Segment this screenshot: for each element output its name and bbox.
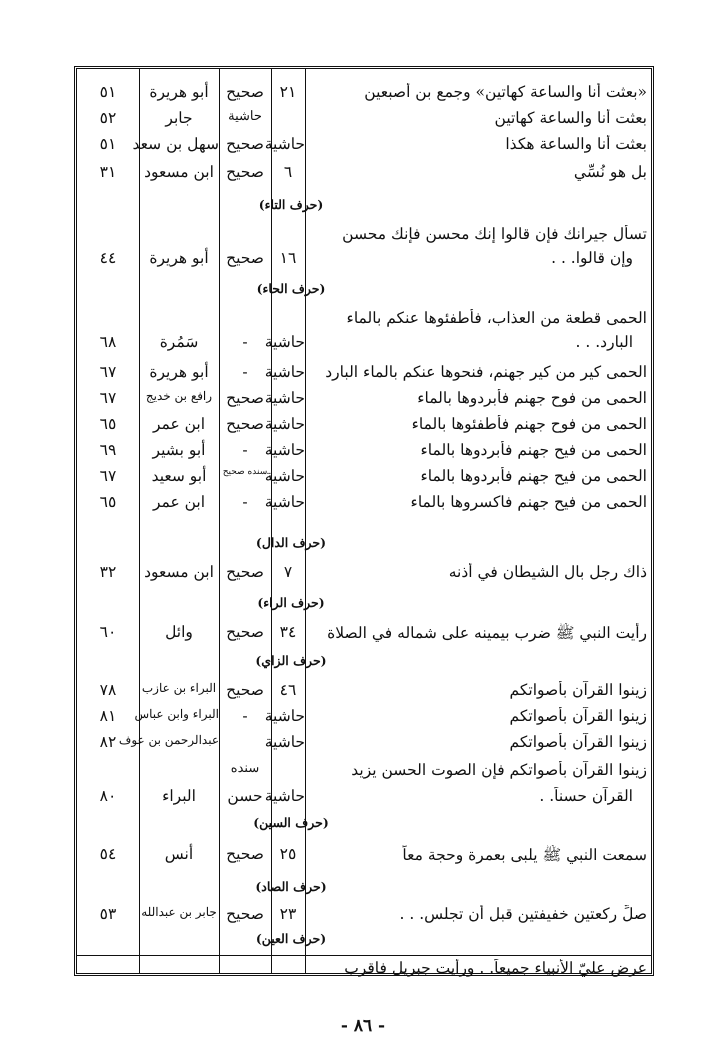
narrator-name: ابن عمر <box>152 493 206 511</box>
hadith-number: حاشية <box>264 333 305 351</box>
hadith-text: زينوا القرآن بأصواتكم <box>509 681 647 699</box>
page-reference: ٤٤ <box>99 249 117 267</box>
page-number: - ٨٦ - <box>340 1016 386 1036</box>
hadith-grade: سنده <box>230 761 260 776</box>
hadith-text: الحمى من فوح جهنم فأبردوها بالماء <box>417 389 647 407</box>
hadith-grade: - <box>242 441 248 459</box>
hadith-grade: صحيح <box>226 845 264 863</box>
hadith-grade: - <box>242 707 248 725</box>
hadith-number: حاشية <box>264 135 305 153</box>
hadith-number: حاشية <box>264 493 305 511</box>
index-table <box>74 66 654 976</box>
hadith-text: «بعثت أنا والساعة كهاتين» وجمع بن أصبعين <box>364 83 647 101</box>
hadith-grade: سنده صحيح <box>222 467 268 477</box>
hadith-number: ٣٤ <box>279 623 297 641</box>
narrator-name: ابن مسعود <box>144 163 214 181</box>
section-label: (حرف الحاء) <box>256 281 326 296</box>
hadith-text: بعثت أنا والساعة هكذا <box>505 135 647 153</box>
page-reference: ٦٠ <box>99 623 117 641</box>
narrator-name: جابر <box>165 109 193 127</box>
hadith-grade: صحيح <box>226 563 264 581</box>
hadith-text: الحمى قطعة من العذاب، فأطفئوها عنكم بالماء <box>346 309 647 327</box>
section-label: (حرف الدال) <box>255 535 327 550</box>
narrator-name: ابن مسعود <box>144 563 214 581</box>
hadith-grade: صحيح <box>226 249 264 267</box>
page-reference: ٣٢ <box>99 563 117 581</box>
hadith-number: حاشية <box>264 441 305 459</box>
hadith-text: بعثت أنا والساعة كهاتين <box>494 109 647 127</box>
narrator-name: سهل بن سعد <box>132 135 219 153</box>
table-bottom-rule <box>77 955 651 956</box>
hadith-text: ذاك رجل بال الشيطان في أذنه <box>448 563 647 581</box>
hadith-text: زينوا القرآن بأصواتكم <box>509 733 647 751</box>
page-reference: ٥٤ <box>99 845 117 863</box>
hadith-number: ٢٣ <box>279 905 297 923</box>
section-label: (حرف العين) <box>255 931 327 946</box>
hadith-text: رأيت النبي ﷺ ضرب بيمينه على شماله في الصلاة <box>327 624 647 642</box>
section-label: (حرف الراء) <box>257 595 325 610</box>
hadith-number: ١٦ <box>279 249 297 267</box>
narrator-name: أبو بشير <box>152 441 206 459</box>
hadith-text: وإن قالوا. . . <box>551 249 633 267</box>
hadith-text: صلِّ ركعتين خفيفتين قبل أن تجلس. . . <box>399 905 647 923</box>
narrator-name: البراء <box>162 787 196 805</box>
hadith-text: عرض عليّ الأنبياء جميعاً. . ورأيت جبريل فاقرب <box>344 959 647 977</box>
page-reference: ٨١ <box>99 707 117 725</box>
page-reference: ٦٧ <box>99 467 117 485</box>
hadith-text: زينوا القرآن بأصواتكم <box>509 707 647 725</box>
narrator-name: رافع بن خديج <box>145 389 213 403</box>
narrator-name: أبو هريرة <box>149 83 209 101</box>
hadith-number: حاشية <box>264 733 305 751</box>
hadith-grade: صحيح <box>226 389 264 407</box>
hadith-grade: صحيح <box>226 135 264 153</box>
narrator-name: أبو هريرة <box>149 363 209 381</box>
hadith-text: سمعت النبي ﷺ يلبى بعمرة وحجة معاً <box>402 846 647 864</box>
page-reference: ٦٧ <box>99 363 117 381</box>
page-reference: ٣١ <box>99 163 117 181</box>
page-reference: ٦٩ <box>99 441 117 459</box>
narrator-name: أبو سعيد <box>151 467 207 485</box>
hadith-number: حاشية <box>264 787 305 805</box>
hadith-text: الحمى من فوح جهنم فأطفئوها بالماء <box>411 415 647 433</box>
hadith-text: الحمى من فيح جهنم فاكسروها بالماء <box>410 493 647 511</box>
narrator-name: أبو هريرة <box>149 249 209 267</box>
page-reference: ٦٨ <box>99 333 117 351</box>
hadith-number: حاشية <box>264 389 305 407</box>
hadith-text: تسأل جيرانك فإن قالوا إنك محسن فإنك محسن <box>342 225 647 243</box>
hadith-grade: - <box>242 493 248 511</box>
hadith-text: زينوا القرآن بأصواتكم فإن الصوت الحسن يزيد <box>351 761 647 779</box>
narrator-name: أنس <box>164 845 194 863</box>
hadith-grade: - <box>242 333 248 351</box>
page-reference: ٦٧ <box>99 389 117 407</box>
section-label: (حرف السين) <box>253 815 329 830</box>
page-reference: ٨٠ <box>99 787 117 805</box>
narrator-name: ابن عمر <box>152 415 206 433</box>
narrator-name: عبدالرحمن بن عوف <box>118 733 219 747</box>
hadith-number: ٢٥ <box>279 845 297 863</box>
hadith-text: القرآن حسناً. . <box>539 787 633 805</box>
hadith-grade: حاشية <box>228 109 262 124</box>
narrator-name: البراء بن عازب <box>141 681 217 695</box>
hadith-number: ٢١ <box>279 83 297 101</box>
page-reference: ٥١ <box>99 135 117 153</box>
hadith-number: حاشية <box>264 415 305 433</box>
page-reference: ٥٢ <box>99 109 117 127</box>
narrator-name: جابر بن عبدالله <box>141 905 217 919</box>
section-label: (حرف التاء) <box>258 197 324 212</box>
hadith-grade: حسن <box>227 787 263 805</box>
hadith-number: حاشية <box>264 363 305 381</box>
hadith-number: ٧ <box>283 563 293 581</box>
hadith-grade: صحيح <box>226 163 264 181</box>
narrator-name: وائل <box>165 623 193 641</box>
hadith-grade: صحيح <box>226 905 264 923</box>
hadith-text: الحمى من فيح جهنم فأبردوها بالماء <box>420 441 647 459</box>
hadith-number: حاشية <box>264 467 305 485</box>
section-label: (حرف الزاي) <box>255 653 327 668</box>
page-reference: ٨٢ <box>99 733 117 751</box>
page-reference: ٦٥ <box>99 415 117 433</box>
hadith-grade: - <box>242 363 248 381</box>
hadith-number: حاشية <box>264 707 305 725</box>
page-reference: ٥١ <box>99 83 117 101</box>
hadith-number: ٦ <box>283 163 293 181</box>
page-reference: ٥٣ <box>99 905 117 923</box>
hadith-grade: صحيح <box>226 415 264 433</box>
page-reference: ٦٥ <box>99 493 117 511</box>
page-reference: ٧٨ <box>99 681 117 699</box>
hadith-grade: صحيح <box>226 623 264 641</box>
hadith-grade: صحيح <box>226 83 264 101</box>
column-divider <box>139 69 140 973</box>
hadith-text: الحمى كير من كير جهنم، فنحوها عنكم بالماء البارد <box>325 363 647 381</box>
narrator-name: سَمُرة <box>159 333 199 351</box>
hadith-grade: صحيح <box>226 681 264 699</box>
hadith-text: البارد. . . <box>575 333 633 351</box>
hadith-number: ٤٦ <box>279 681 297 699</box>
hadith-text: الحمى من فيح جهنم فأبردوها بالماء <box>420 467 647 485</box>
hadith-text: بل هو نُسِّي <box>573 163 647 181</box>
narrator-name: البراء وابن عباس <box>134 707 219 721</box>
section-label: (حرف الصاد) <box>255 879 327 894</box>
